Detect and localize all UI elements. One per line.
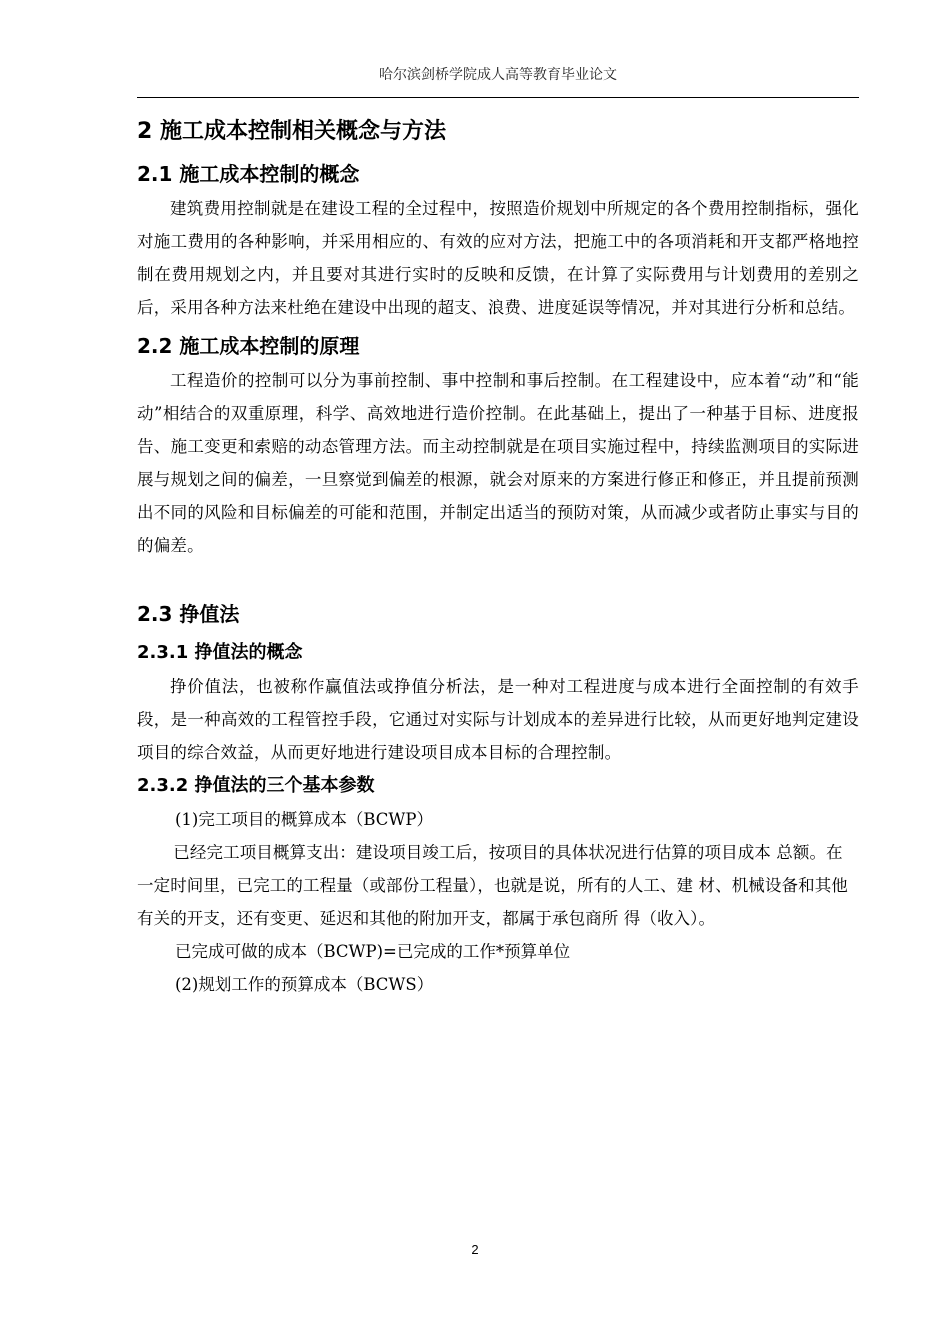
bcwp-description: 已经完工项目概算支出：建设项目竣工后，按项目的具体状况进行估算的项目成本 总额。在一定时间里，已完工的工程量（或部份工程量），也就是说，所有的人工、建 材、机械设备和其他有关的开支，还有变更、延迟和其他的附加开支，都属于承包商所 得（收入）。	[137, 843, 848, 928]
section-2-3-1-paragraph: 挣价值法，也被称作赢值法或挣值分析法，是一种对工程进度与成本进行全面控制的有效手段，是一种高效的工程管控手段，它通过对实际与计划成本的差异进行比较，从而更好地判定建设项目的综合效益，从而更好地进行建设项目成本目标的合理控制。	[137, 677, 859, 762]
page-body	[137, 112, 859, 1001]
section-2-1-paragraph: 建筑费用控制就是在建设工程的全过程中，按照造价规划中所规定的各个费用控制指标，强化对施工费用的各种影响，并采用相应的、有效的应对方法，把施工中的各项消耗和开支都严格地控制在费用规划之内，并且要对其进行实时的反映和反馈，在计算了实际费用与计划费用的差别之后，采用各种方法来杜绝在建设中出现的超支、浪费、进度延误等情况，并对其进行分析和总结。	[137, 199, 859, 317]
section-2-heading: 2 施工成本控制相关概念与方法	[137, 119, 446, 144]
section-2-3-2-heading: 2.3.2 挣值法的三个基本参数	[137, 775, 375, 796]
section-2-2-paragraph: 工程造价的控制可以分为事前控制、事中控制和事后控制。在工程建设中，应本着“动”和“能动”相结合的双重原理，科学、高效地进行造价控制。在此基础上，提出了一种基于目标、进度报告、施工变更和索赔的动态管理方法。而主动控制就是在项目实施过程中，持续监测项目的实际进展与规划之间的偏差，一旦察觉到偏差的根源，就会对原来的方案进行修正和修正，并且提前预测出不同的风险和目标偏差的可能和范围，并制定出适当的预防对策，从而减少或者防止事实与目的的偏差。	[137, 371, 859, 555]
section-2-3-heading: 2.3 挣值法	[137, 602, 240, 626]
running-header: 哈尔滨剑桥学院成人高等教育毕业论文	[379, 67, 617, 83]
section-2-2-heading: 2.2 施工成本控制的原理	[137, 334, 360, 358]
section-2-3-1-heading: 2.3.1 挣值法的概念	[137, 642, 303, 663]
list-item-bcwp: (1)完工项目的概算成本（BCWP）	[175, 810, 433, 829]
page-number: 2	[471, 1242, 479, 1257]
list-item-bcws: (2)规划工作的预算成本（BCWS）	[175, 975, 434, 994]
section-2-1-heading: 2.1 施工成本控制的概念	[137, 162, 360, 186]
header-divider	[137, 97, 859, 98]
bcwp-formula: 已完成可做的成本（BCWP)=已完成的工作*预算单位	[175, 942, 571, 961]
